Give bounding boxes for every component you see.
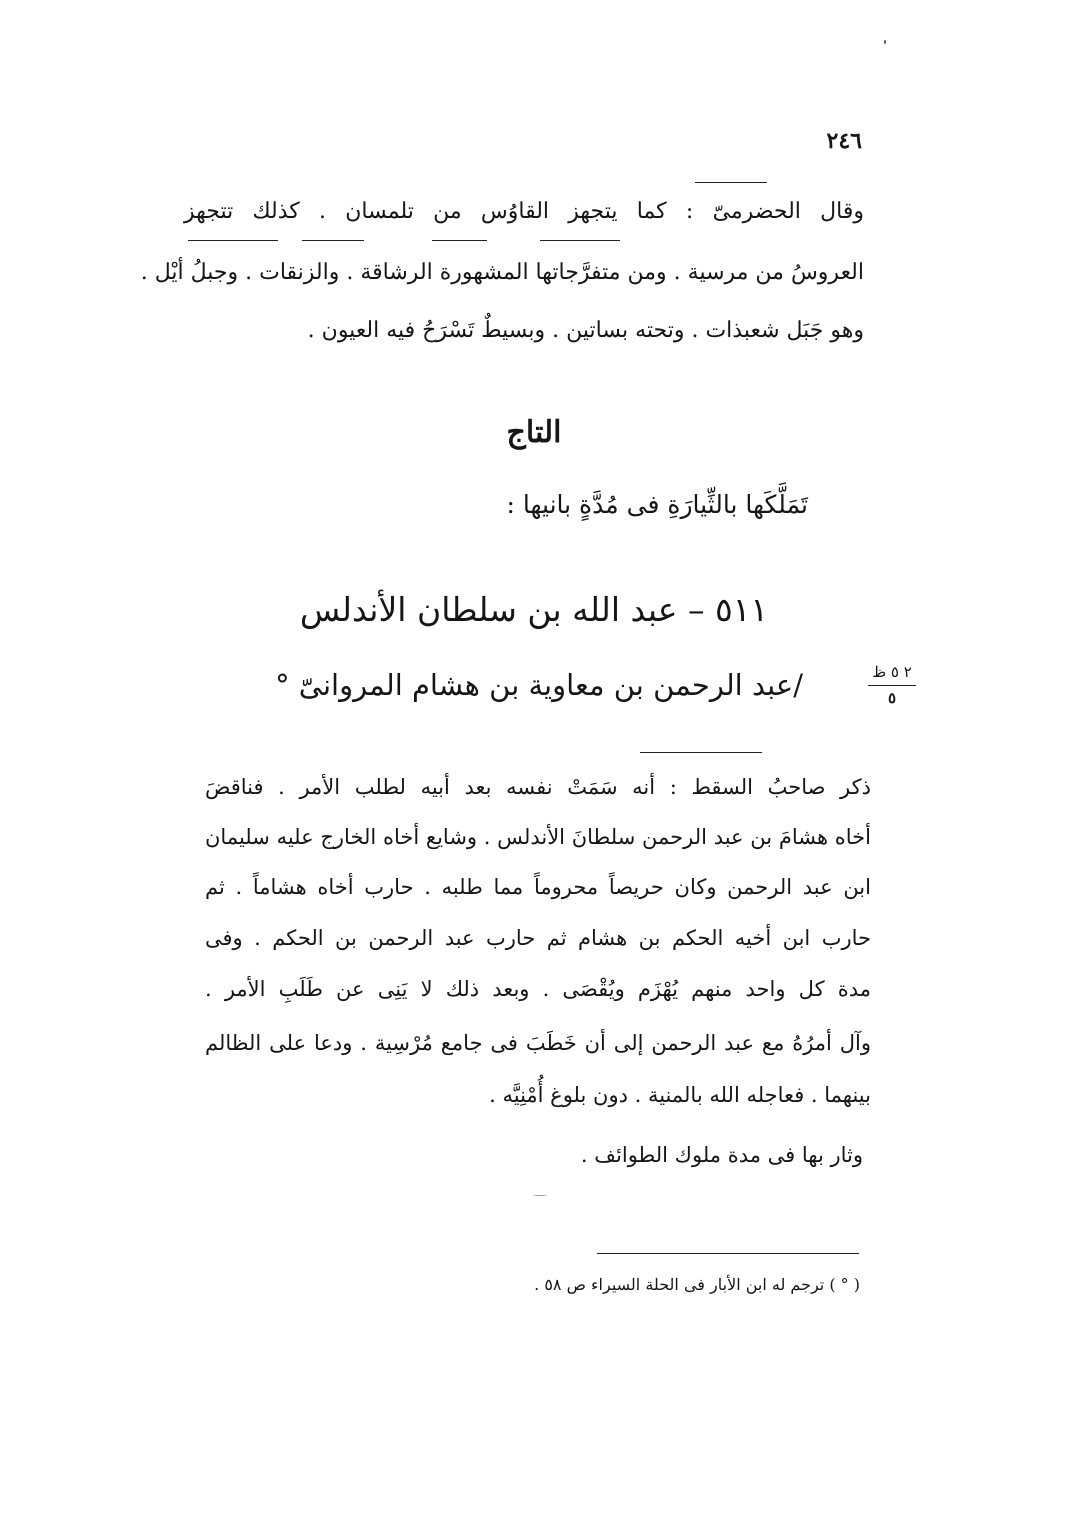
entry-heading: ٥١١ – عبد الله بن سلطان الأندلس bbox=[299, 590, 769, 629]
paragraph-2-line: حارب ابن أخيه الحكم بن هشام ثم حارب عبد الرحمن بن الحكم . وفى bbox=[205, 926, 871, 950]
paragraph-2-line: ابن عبد الرحمن وكان حريصاً محروماً مما طلبه . حارب أخاه هشاماً . ثم bbox=[205, 875, 871, 899]
paragraph-2-line: ذكر صاحبُ السقط : أنه سَمَتْ نفسه بعد أبيه لطلب الأمر . فناقضَ bbox=[205, 775, 871, 799]
entry-subheading: /عبد الرحمن بن معاوية بن هشام المروانىّ ° bbox=[275, 668, 803, 702]
footnote: ( ° ) ترجم له ابن الأبار فى الحلة السيراء ص ٥٨ . bbox=[534, 1275, 860, 1294]
underline-mark bbox=[432, 240, 487, 241]
paragraph-1-line: وقال الحضرمىّ : كما يتجهز القاوُس من تلمسان . كذلك تتجهز bbox=[184, 199, 864, 224]
paragraph-2-rule bbox=[640, 752, 762, 753]
closing-line: وثار بها فى مدة ملوك الطوائف . bbox=[580, 1143, 863, 1167]
footnote-separator bbox=[597, 1253, 859, 1254]
margin-reference-bar bbox=[868, 685, 916, 686]
scan-speck bbox=[884, 40, 886, 44]
section-title: التاج bbox=[506, 415, 562, 450]
margin-reference bbox=[862, 662, 922, 707]
underline-mark bbox=[188, 240, 278, 241]
paragraph-2-line: بينهما . فعاجله الله بالمنية . دون بلوغ أُمْنِيَّه . bbox=[489, 1083, 871, 1107]
margin-reference-number: ٥ bbox=[887, 689, 897, 707]
underline-mark bbox=[302, 240, 364, 241]
paragraph-1-line: وهو جَبَل شعبذات . وتحته بساتين . وبسيطٌ تَسْرَحُ فيه العيون . bbox=[307, 318, 864, 343]
page-number: ٢٤٦ bbox=[826, 128, 862, 154]
underline-mark bbox=[540, 240, 620, 241]
scan-speck bbox=[533, 1195, 547, 1196]
paragraph-2-line: أخاه هشامَ بن عبد الرحمن سلطانَ الأندلس . وشايع أخاه الخارج عليه سليمان bbox=[205, 825, 871, 849]
top-rule bbox=[695, 182, 767, 183]
paragraph-2-line: وآل أمرُهُ مع عبد الرحمن إلى أن خَطَبَ فى جامع مُرْسِية . ودعا على الظالم bbox=[205, 1031, 871, 1055]
paragraph-2-line: مدة كل واحد منهم يُهْزَم ويُقْصَى . وبعد ذلك لا يَنِى عن طَلَبِ الأمر . bbox=[205, 977, 871, 1001]
paragraph-1-line: العروسُ من مرسية . ومن متفرَّجاتها المشهورة الرشاقة . والزنقات . وجبلُ أيْل . bbox=[140, 260, 864, 285]
margin-reference-folio: ٢ ٥ ظ bbox=[872, 663, 912, 681]
section-subtitle: تَمَلَّكَها بالثِّيارَةِ فى مُدَّةٍ بانيها : bbox=[506, 490, 808, 519]
